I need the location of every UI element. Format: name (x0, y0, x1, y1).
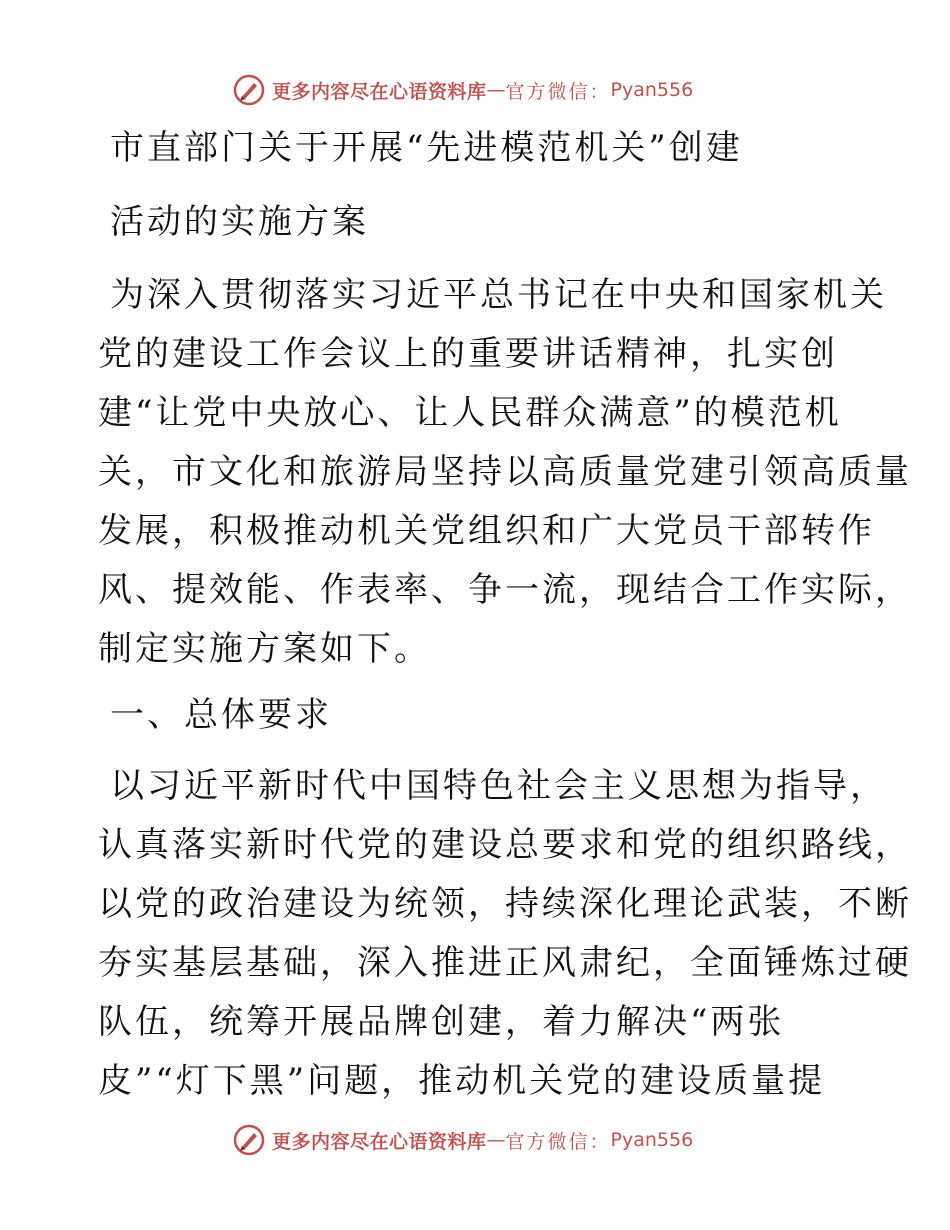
paragraph-line: 队伍，统筹开展品牌创建，着力解决“两张 (98, 1002, 785, 1042)
document-title-line-2: 活动的实施方案 (110, 202, 369, 242)
paragraph-line: 夯实基层基础，深入推进正风肃纪，全面锤炼过硬 (98, 943, 912, 983)
document-body (98, 122, 912, 1111)
banner-wechat-id: Pyan556 (610, 79, 694, 101)
paragraph-line: 以习近平新时代中国特色社会主义思想为指导， (110, 766, 887, 806)
paragraph-line: 为深入贯彻落实习近平总书记在中央和国家机关 (110, 275, 887, 315)
paragraph-line: 以党的政治建设为统领，持续深化理论武装，不断 (98, 884, 912, 924)
paragraph-line: 发展，积极推动机关党组织和广大党员干部转作 (98, 511, 875, 551)
section-heading-general-requirements: 一、总体要求 (110, 695, 332, 735)
header-banner (232, 70, 693, 110)
paragraph-line: 党的建设工作会议上的重要讲话精神，扎实创 (98, 334, 838, 374)
pen-logo-icon (232, 1123, 266, 1157)
document-title-line-1: 市直部门关于开展“先进模范机关”创建 (110, 128, 743, 168)
banner-wechat-id: Pyan556 (610, 1129, 694, 1151)
banner-dash: — (486, 79, 506, 101)
pen-logo-icon (232, 73, 266, 107)
paragraph-line: 认真落实新时代党的建设总要求和党的组织路线， (98, 825, 912, 865)
footer-banner (232, 1120, 693, 1160)
paragraph-intro (98, 266, 912, 679)
banner-wechat-label: 官方微信： (505, 1130, 611, 1153)
paragraph-line: 制定实施方案如下。 (98, 629, 431, 669)
paragraph-general-requirements (98, 757, 912, 1111)
banner-dash: — (486, 1129, 506, 1151)
banner-wechat-label: 官方微信： (505, 80, 611, 103)
banner-brand-text: 更多内容尽在心语资料库 (272, 80, 487, 103)
paragraph-line: 建“让党中央放心、让人民群众满意”的模范机 (98, 393, 842, 433)
banner-brand-text: 更多内容尽在心语资料库 (272, 1130, 487, 1153)
paragraph-line: 关，市文化和旅游局坚持以高质量党建引领高质量 (98, 452, 912, 492)
paragraph-line: 风、提效能、作表率、争一流，现结合工作实际， (98, 570, 912, 610)
paragraph-line: 皮”“灯下黑”问题，推动机关党的建设质量提 (98, 1061, 826, 1101)
